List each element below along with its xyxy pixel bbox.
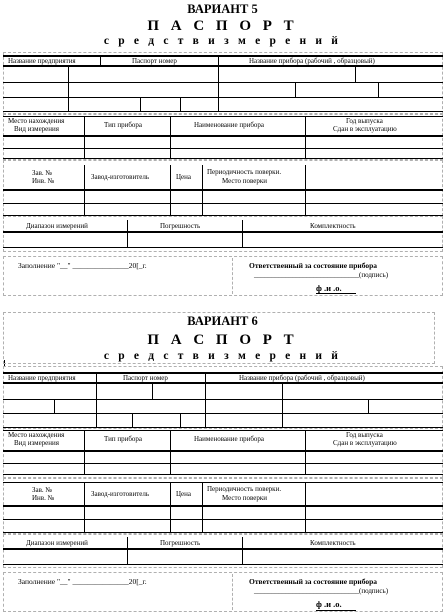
- section-frame: [3, 312, 435, 364]
- table-border: [3, 382, 443, 384]
- passport-number-label: Паспорт номер: [132, 57, 177, 65]
- manufacturer-label: Завод-изготовитель: [91, 173, 150, 181]
- table-border: [3, 65, 443, 67]
- inventory-number-label: Инв. №: [32, 494, 55, 502]
- fill-date-line: Заполнение "__" _______________20[_г.: [18, 577, 147, 586]
- passport-form-variant-5: [0, 0, 445, 300]
- location-label: Место нахождения: [8, 431, 65, 439]
- full-name-initials-label: ф .и .о.: [316, 283, 342, 293]
- fill-date-line: Заполнение "__" _______________20[_г.: [18, 261, 147, 270]
- serial-number-label: Зав. №: [32, 169, 53, 177]
- commissioned-label: Сдан в эксплуатацию: [333, 125, 397, 133]
- serial-number-label: Зав. №: [32, 486, 53, 494]
- variant-title: ВАРИАНТ 6: [187, 314, 258, 328]
- passport-subtitle: с р е д с т в и з м е р е н и й: [103, 350, 342, 362]
- passport-title: П А С П О Р Т: [147, 18, 298, 34]
- measurement-type-label: Вид измерения: [14, 439, 59, 447]
- completeness-label: Комплектность: [310, 222, 356, 230]
- accuracy-label: Погрешность: [160, 222, 201, 230]
- device-name-label: Название прибора (рабочий , образцовый): [249, 57, 375, 65]
- responsible-person-label: Ответственный за состояние прибора: [249, 261, 378, 270]
- measurement-range-label: Диапазон измерений: [26, 222, 88, 230]
- responsible-person-label: Ответственный за состояние прибора: [249, 577, 378, 586]
- verification-place-label: Место поверки: [222, 494, 268, 502]
- company-name-label: Название предприятия: [8, 374, 76, 382]
- passport-form-variant-6: [0, 310, 445, 614]
- inventory-number-label: Инв. №: [32, 177, 55, 185]
- table-border: [3, 505, 443, 507]
- table-border: [3, 135, 443, 137]
- measurement-type-label: Вид измерения: [14, 125, 59, 133]
- price-label: Цена: [176, 490, 192, 498]
- manufacturer-label: Завод-изготовитель: [91, 490, 150, 498]
- production-year-label: Год выпуска: [346, 117, 383, 125]
- verification-period-label: Периодичность поверки.: [207, 168, 282, 176]
- device-type-label: Тип прибора: [104, 435, 143, 443]
- table-border: [3, 450, 443, 452]
- device-title-label: Наименование прибора: [194, 435, 265, 443]
- table-border: [3, 231, 443, 233]
- completeness-label: Комплектность: [310, 539, 356, 547]
- device-title-label: Наименование прибора: [194, 121, 265, 129]
- full-name-initials-label: ф .и .о.: [316, 599, 342, 609]
- table-border: [3, 548, 443, 550]
- signature-line: ______________________________(подпись): [254, 271, 389, 279]
- signature-line: ______________________________(подпись): [254, 587, 389, 595]
- passport-subtitle: с р е д с т в и з м е р е н и й: [103, 35, 342, 47]
- accuracy-label: Погрешность: [160, 539, 201, 547]
- measurement-range-label: Диапазон измерений: [26, 539, 88, 547]
- commissioned-label: Сдан в эксплуатацию: [333, 439, 397, 447]
- verification-place-label: Место поверки: [222, 177, 268, 185]
- table-border: [3, 189, 443, 191]
- production-year-label: Год выпуска: [346, 431, 383, 439]
- location-label: Место нахождения: [8, 117, 65, 125]
- verification-period-label: Периодичность поверки.: [207, 485, 282, 493]
- device-type-label: Тип прибора: [104, 121, 143, 129]
- passport-title: П А С П О Р Т: [147, 332, 298, 348]
- variant-title: ВАРИАНТ 5: [187, 2, 258, 16]
- price-label: Цена: [176, 173, 192, 181]
- company-name-label: Название предприятия: [8, 57, 76, 65]
- passport-number-label: Паспорт номер: [123, 374, 168, 382]
- device-name-label: Название прибора (рабочий , образцовый): [239, 374, 365, 382]
